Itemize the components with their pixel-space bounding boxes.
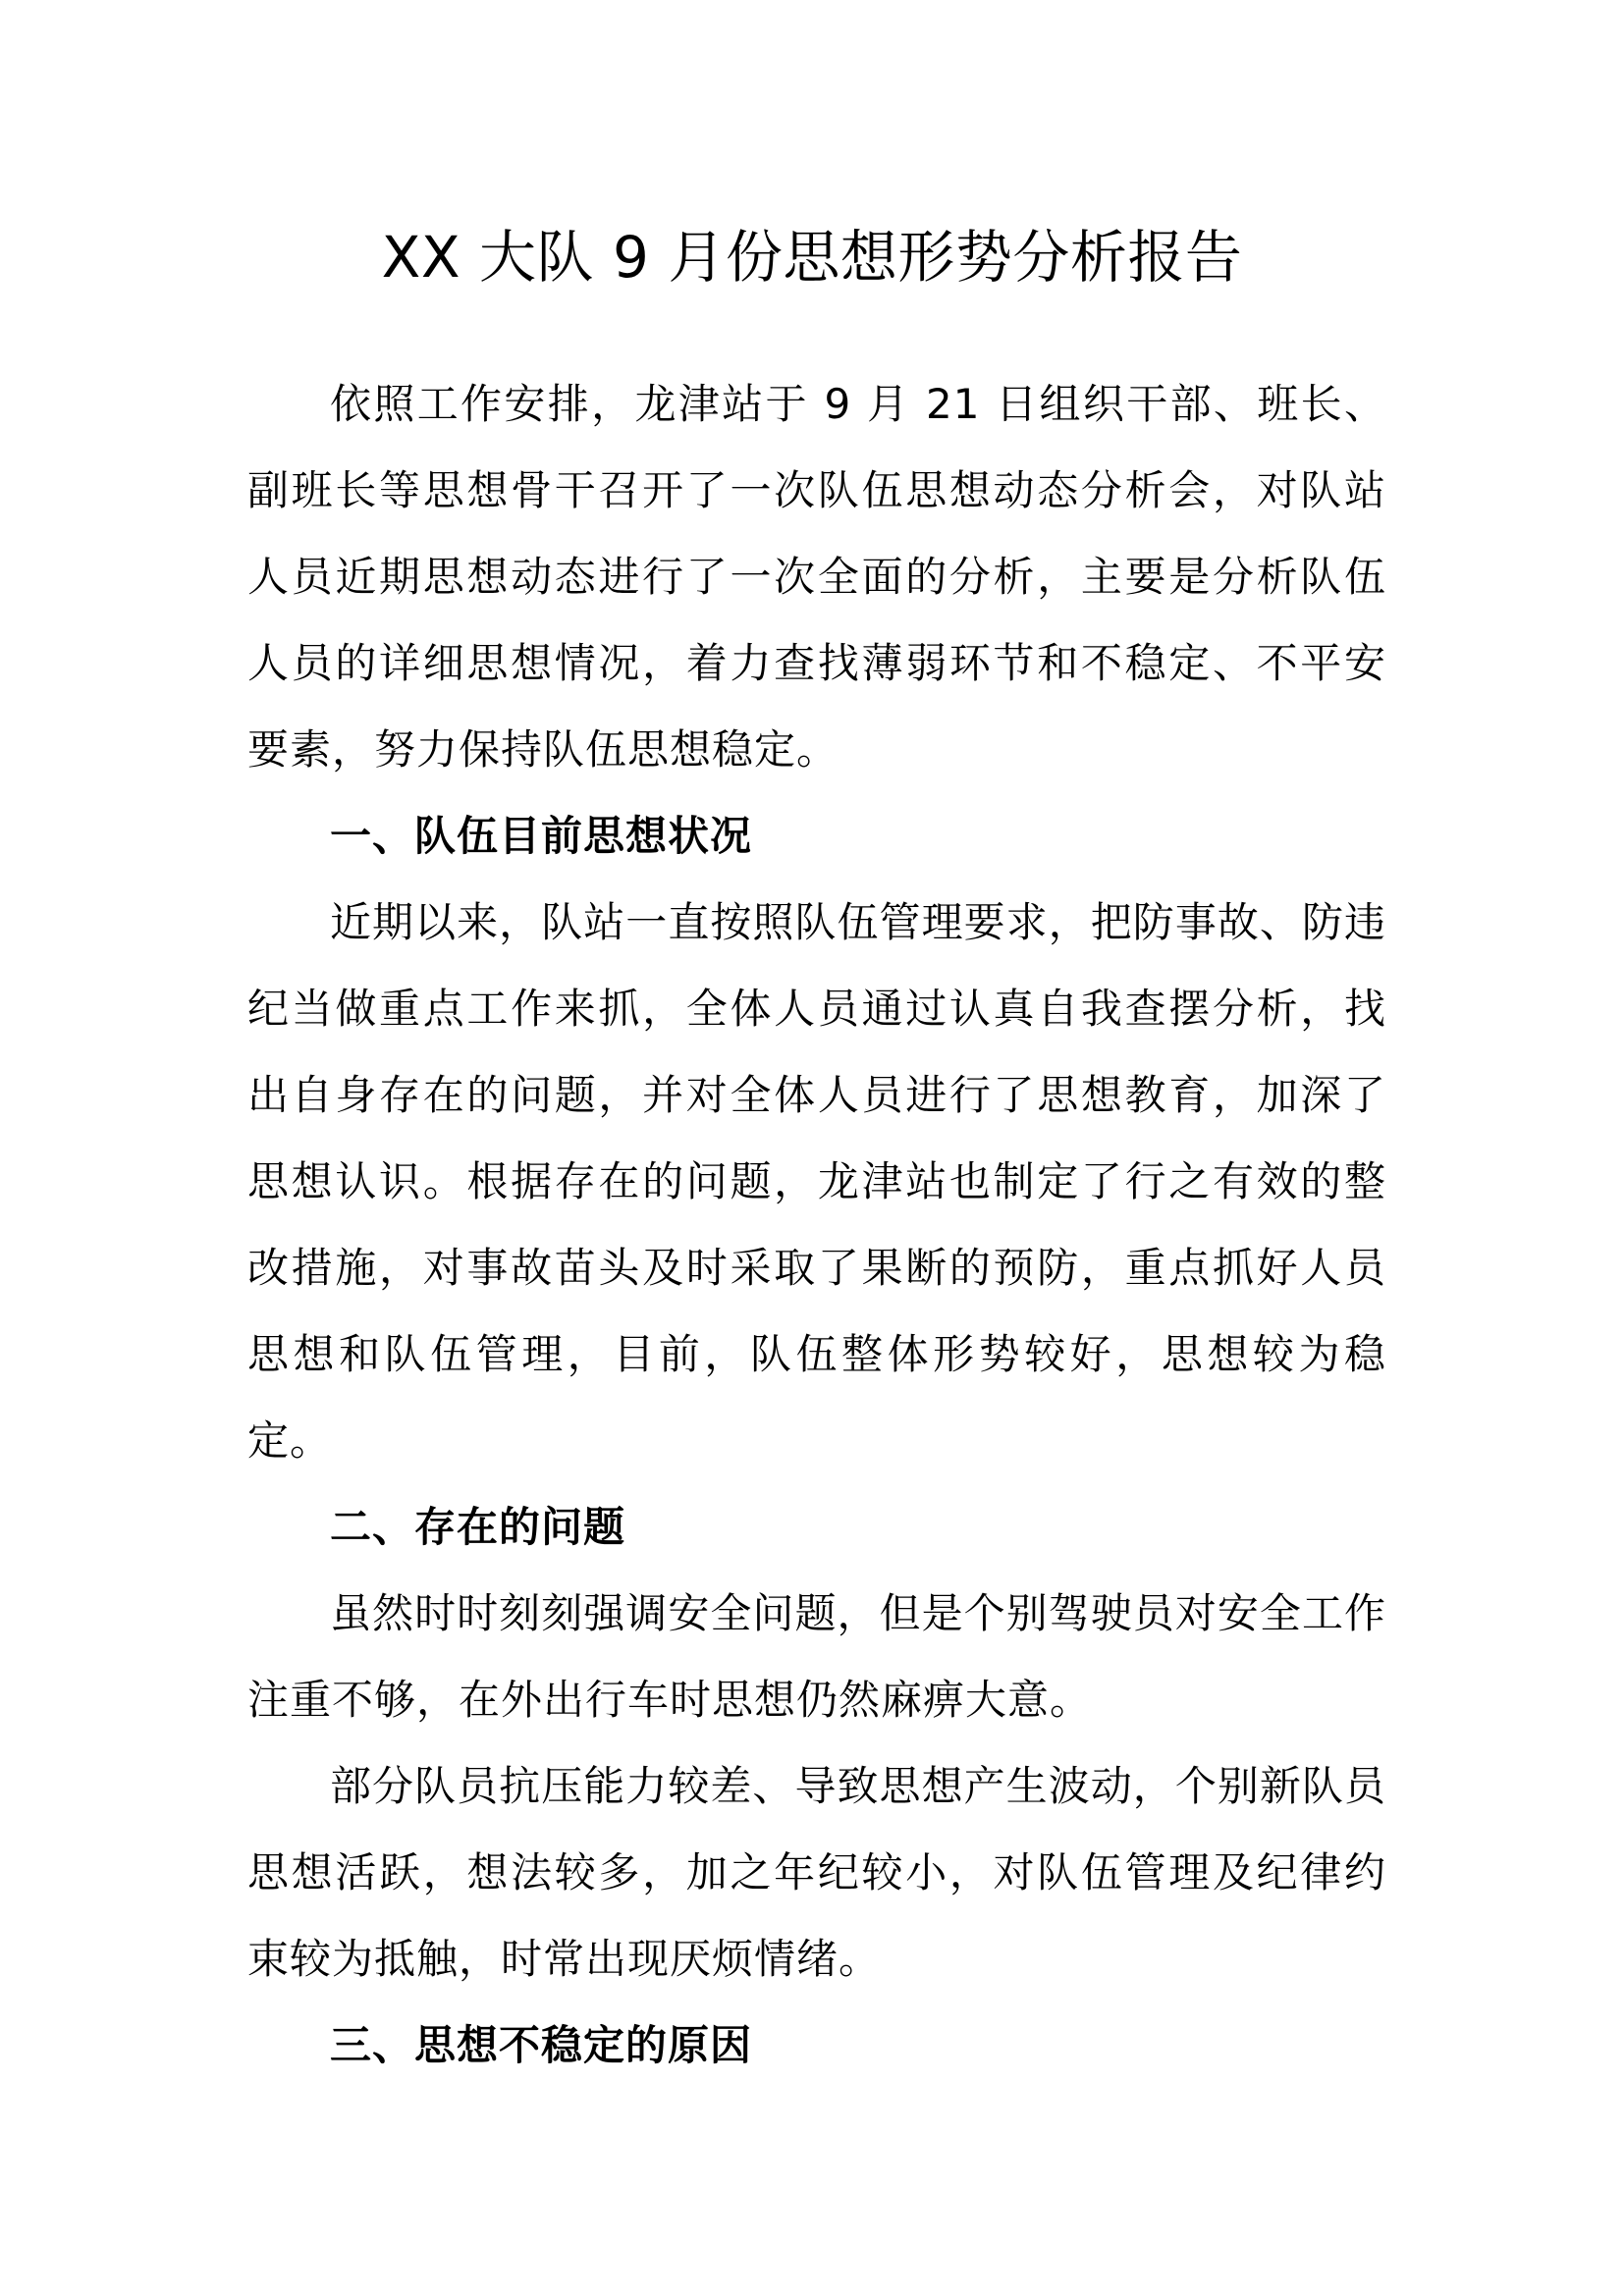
page-title: XX 大队 9 月份思想形势分析报告 — [381, 224, 1243, 291]
intro-paragraph: 依照工作安排，龙津站于 9 月 21 日组织干部、班长、副班长等思想骨干召开了一次队伍思想动态分析会，对队站人员近期思想动态进行了一次全面的分析，主要是分析队伍人员的详细思想情况，着力查找薄弱环节和不稳定、不平安要素，努力保持队伍思想稳定。 — [247, 380, 1386, 774]
section-2-paragraph-1: 虽然时时刻刻强调安全问题，但是个别驾驶员对安全工作注重不够，在外出行车时思想仍然麻痹大意。 — [247, 1589, 1386, 1724]
section-heading-2: 二、存在的问题 — [330, 1503, 626, 1551]
section-heading-1: 一、队伍目前思想状况 — [330, 812, 753, 860]
section-heading-3: 三、思想不稳定的原因 — [330, 2021, 753, 2069]
section-2-paragraph-2: 部分队员抗压能力较差、导致思想产生波动，个别新队员思想活跃，想法较多，加之年纪较小，对队伍管理及纪律约束较为抵触，时常出现厌烦情绪。 — [247, 1762, 1386, 1983]
document-body — [247, 361, 1386, 2089]
section-1-paragraph: 近期以来，队站一直按照队伍管理要求，把防事故、防违纪当做重点工作来抓，全体人员通过认真自我查摆分析，找出自身存在的问题，并对全体人员进行了思想教育，加深了思想认识。根据存在的问题，龙津站也制定了行之有效的整改措施，对事故苗头及时采取了果断的预防，重点抓好人员思想和队伍管理，目前，队伍整体形势较好，思想较为稳定。 — [247, 898, 1386, 1465]
